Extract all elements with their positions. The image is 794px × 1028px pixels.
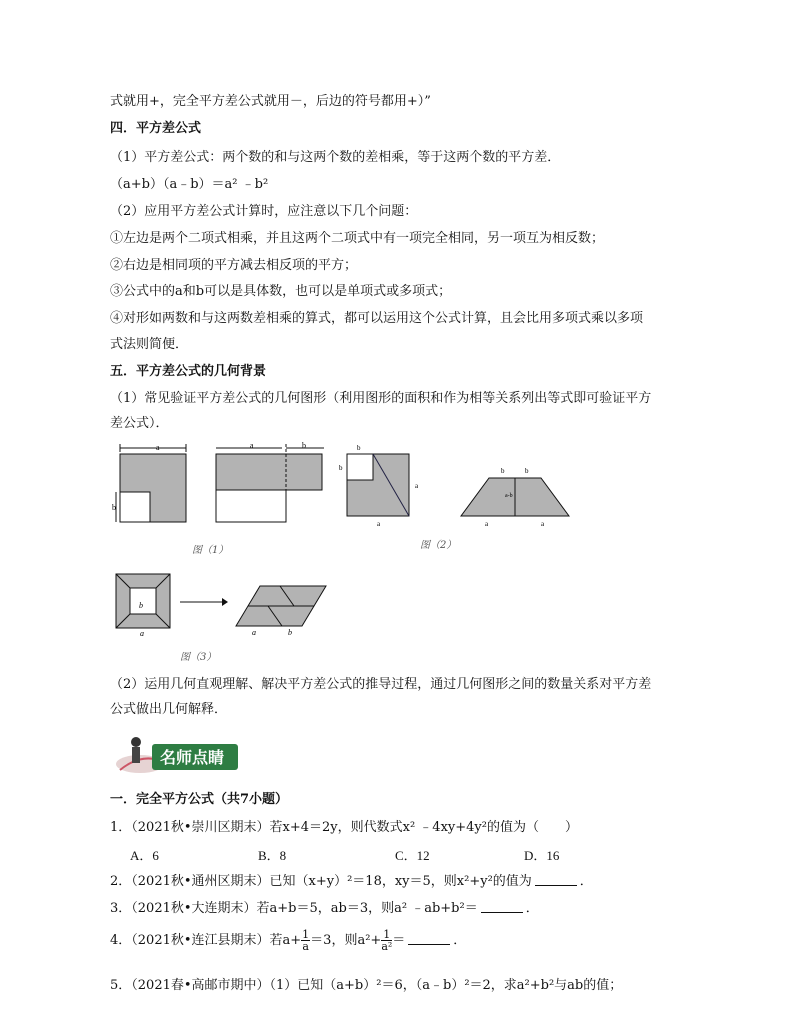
figure-3b <box>232 580 332 638</box>
fig2b-label-amb: a-b <box>505 493 513 499</box>
fig3b-label-b: b <box>288 628 292 637</box>
answer-blank-4[interactable] <box>408 931 450 945</box>
section5-p2b: 公式做出几何解释． <box>110 702 228 717</box>
fig2-caption: 图（2） <box>420 540 457 551</box>
fraction2-numerator: 1 <box>383 928 391 941</box>
fig1-label-a: a <box>156 443 160 452</box>
section4-item-4: ④对形如两数和与这两数差相乘的算式，都可以运用这个公式计算，且会比用多项式乘以多项 <box>110 311 644 326</box>
question-2-text: 2．（2021秋•通州区期末）已知（x+y）²＝18，xy＝5，则x²+y²的值为 <box>110 874 532 889</box>
teacher-icon <box>112 732 240 776</box>
question-4-mid: ＝3，则a²+ <box>310 933 382 948</box>
answer-blank-3[interactable] <box>481 899 523 913</box>
fig1-label-b: b <box>112 503 116 512</box>
choice-a[interactable]: A．6 <box>130 848 159 863</box>
badge-teacher-tips <box>112 732 240 776</box>
figure-1b <box>212 440 330 525</box>
question-5: 5．（2021春•高邮市期中）（1）已知（a+b）²＝6，（a﹣b）²＝2，求a²+b²与ab的值； <box>110 978 623 993</box>
badge-text: 名师点睛 <box>160 748 225 767</box>
section4-item-2: ②右边是相同项的平方减去相反项的平方； <box>110 258 358 273</box>
fraction-1-over-a <box>301 929 310 952</box>
question-2-period: ． <box>579 874 593 889</box>
fig2b-label-b2: b <box>525 467 529 475</box>
section4-heading: 四．平方差公式 <box>110 121 202 136</box>
section5-p1a: （1）常见验证平方差公式的几何图形（利用图形的面积和作为相等关系列出等式即可验证平方 <box>110 391 652 406</box>
fraction-denominator: a <box>302 940 309 953</box>
question-4 <box>110 926 466 956</box>
fraction2-denominator: a² <box>381 940 393 953</box>
section4-p2: （2）应用平方差公式计算时，应注意以下几个问题： <box>110 204 418 219</box>
question-1: 1．（2021秋•崇川区期末）若x+4＝2y，则代数式x² ﹣4xy+4y²的值为（ ） <box>110 820 578 835</box>
question-3-period: ． <box>525 901 539 916</box>
section4-p1: （1）平方差公式：两个数的和与这两个数的差相乘，等于这两个数的平方差． <box>110 150 561 165</box>
answer-blank-2[interactable] <box>535 872 577 886</box>
fig3-label-a: a <box>140 629 144 638</box>
section5-heading: 五．平方差公式的几何背景 <box>110 364 267 379</box>
fig2b-label-a1: a <box>485 520 489 528</box>
section4-item-3: ③公式中的a和b可以是具体数，也可以是单项式或多项式； <box>110 284 452 299</box>
section4-item-5: 式法则简便． <box>110 337 189 352</box>
figure-2a <box>337 440 427 528</box>
fraction-1-over-a2 <box>381 929 392 952</box>
exercises-heading: 一．完全平方公式（共7小题） <box>110 792 289 807</box>
section4-item-1: ①左边是两个二项式相乘，并且这两个二项式中有一项完全相同，另一项互为相反数； <box>110 231 605 246</box>
fig2b-label-b1: b <box>501 467 505 475</box>
section4-formula: （a+b）（a﹣b）＝a² ﹣b² <box>110 177 269 192</box>
choice-c[interactable]: C．12 <box>395 848 430 863</box>
fig2-label-a2: a <box>377 520 381 528</box>
question-3 <box>110 899 539 919</box>
figure-3a <box>112 570 174 638</box>
question-4-post: ＝ <box>392 933 406 948</box>
fig2-label-b1: b <box>357 444 361 452</box>
fraction-numerator: 1 <box>302 928 310 941</box>
choice-d[interactable]: D．16 <box>524 848 560 863</box>
fig2b-label-a2: a <box>541 520 545 528</box>
figure-2b <box>455 460 577 530</box>
figure-1a <box>112 440 192 525</box>
top-line: 式就用+，完全平方差公式就用－，后边的符号都用+）” <box>110 94 431 109</box>
question-4-pre: 4．（2021秋•连江县期末）若a+ <box>110 933 302 948</box>
fig3-caption: 图（3） <box>180 652 217 663</box>
arrow-icon <box>178 596 230 608</box>
question-3-text: 3．（2021秋•大连期末）若a+b＝5，ab＝3，则a² ﹣ab+b²＝ <box>110 901 478 916</box>
question-2 <box>110 872 593 892</box>
fig2-label-a1: a <box>415 482 419 490</box>
fig3-label-b: b <box>139 601 143 610</box>
section5-p1b: 差公式）． <box>110 416 169 431</box>
fig1b-label-b: b <box>302 441 306 450</box>
fig3b-label-a: a <box>252 628 256 637</box>
fig2-label-b2: b <box>339 464 343 472</box>
choice-b[interactable]: B．8 <box>258 848 287 863</box>
question-4-period: ． <box>453 933 467 948</box>
fig1-caption: 图（1） <box>192 545 229 556</box>
fig1b-label-a: a <box>250 441 254 450</box>
section5-p2a: （2）运用几何直观理解、解决平方差公式的推导过程，通过几何图形之间的数量关系对平方差 <box>110 677 652 692</box>
